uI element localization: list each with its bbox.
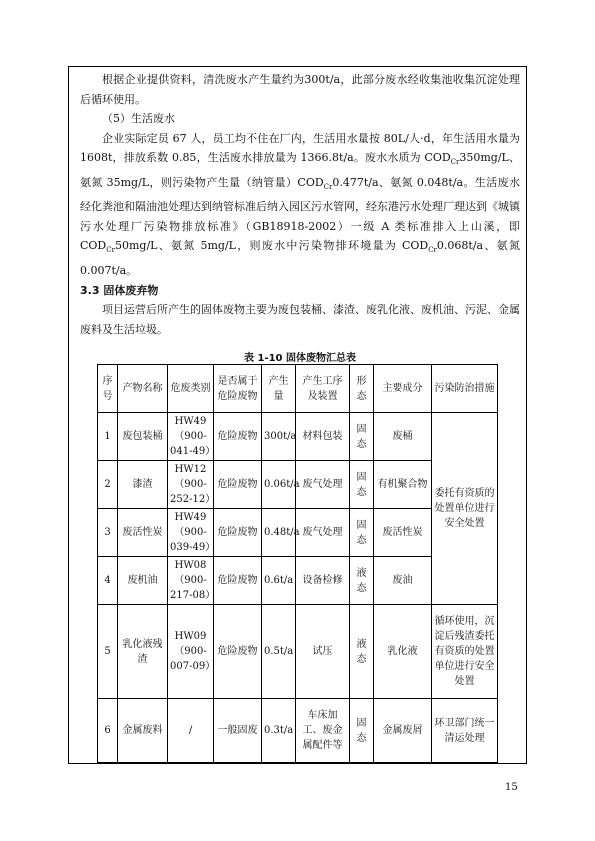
table-cell: 0.6t/a [262, 557, 296, 605]
table-cell: 危险废物 [214, 413, 262, 461]
table-cell: 废油 [374, 557, 432, 605]
table-cell: HW49（900-041-49） [168, 413, 214, 461]
table-cell: 1 [98, 413, 118, 461]
table-cell: 废活性炭 [374, 509, 432, 557]
header-cell: 序号 [98, 365, 118, 413]
table-cell: 乳化液 [374, 605, 432, 699]
table-cell: 一般固废 [214, 699, 262, 763]
header-cell: 污染防治措施 [432, 365, 498, 413]
table-cell: 危险废物 [214, 461, 262, 509]
header-cell: 产生工序及装置 [296, 365, 350, 413]
table-cell: 废气处理 [296, 509, 350, 557]
table-cell: HW08（900-217-08） [168, 557, 214, 605]
table-cell: 车床加工、废金属配件等 [296, 699, 350, 763]
table-cell: 危险废物 [214, 509, 262, 557]
table-cell: 乳化液残渣 [118, 605, 168, 699]
table-caption: 表 1-10 固体废物汇总表 [244, 353, 356, 364]
table-row [98, 699, 498, 763]
table-cell: 危险废物 [214, 605, 262, 699]
section-heading-solid-waste: 3.3 固体废弃物 [80, 283, 159, 297]
table-cell: 漆渣 [118, 461, 168, 509]
header-cell: 是否属于危险废物 [214, 365, 262, 413]
table-cell: 材料包装 [296, 413, 350, 461]
table-cell: 6 [98, 699, 118, 763]
header-cell: 危废类别 [168, 365, 214, 413]
table-cell: 废桶 [374, 413, 432, 461]
table-cell: 3 [98, 509, 118, 557]
table-cell: 金属废屑 [374, 699, 432, 763]
table-cell: 试压 [296, 605, 350, 699]
table-cell: 0.48t/a [262, 509, 296, 557]
table-cell: 有机聚合物 [374, 461, 432, 509]
table-cell: 固态 [350, 509, 374, 557]
table-cell: 固态 [350, 699, 374, 763]
body-text [80, 70, 520, 339]
table-cell: 5 [98, 605, 118, 699]
table-cell: 废包装桶 [118, 413, 168, 461]
solid-waste-table [97, 364, 498, 763]
table-cell: HW09（900-007-09） [168, 605, 214, 699]
table-cell: 设备检修 [296, 557, 350, 605]
table-cell: 危险废物 [214, 557, 262, 605]
subheading-domestic-wastewater: （5）生活废水 [102, 112, 175, 125]
header-cell: 产物名称 [118, 365, 168, 413]
table-cell: HW49（900-039-49） [168, 509, 214, 557]
table-cell: 0.06t/a [262, 461, 296, 509]
header-cell: 主要成分 [374, 365, 432, 413]
paragraph-cleaning-water: 根据企业提供资料，清洗废水产生量约为300t/a，此部分废水经收集池收集沉淀处理后循环使用。 [80, 73, 520, 106]
table-cell: 金属废料 [118, 699, 168, 763]
table-cell: 液态 [350, 557, 374, 605]
table-cell: 0.5t/a [262, 605, 296, 699]
table-cell: 液态 [350, 605, 374, 699]
table-cell: HW12（900-252-12） [168, 461, 214, 509]
table-row [98, 413, 498, 461]
table-cell: 废气处理 [296, 461, 350, 509]
table-cell: 固态 [350, 413, 374, 461]
merged-measure-cell: 委托有资质的处置单位进行安全处置 [432, 413, 498, 605]
table-cell: 固态 [350, 461, 374, 509]
paragraph-domestic-wastewater: 企业实际定员 67 人，员工均不住在厂内，生活用水量按 80L/人·d，年生活用水量为 1608t，排放系数 0.85，生活废水排放量为 1366.8t/a。废水水质为 $COD_{Cr}350mg/L$、氨氮 35mg/L，则污染物产生量（纳管量）$COD_{Cr}0.477t/a$、氨氮 0.048t/a。生活废水经化粪池和隔油池处理达到纳管标准后纳入园区污水管网，经东港污水处理厂理达到《城镇污水处理厂污染物排放标准》（GB18918-2002）一级 A 类标准排入上山溪，即 $COD_{Cr}50mg/L$、氨氮 5mg/L，则废水中污染物排环境量为 $COD_{Cr}0.068t/a$、氨氮 0.007t/a。 [80, 131, 521, 278]
table-cell: 循环使用，沉淀后残渣委托有资质的处置单位进行安全处置 [432, 605, 498, 699]
table-cell: 废活性炭 [118, 509, 168, 557]
table-cell: 废机油 [118, 557, 168, 605]
table-cell: 2 [98, 461, 118, 509]
header-cell: 形态 [350, 365, 374, 413]
table-cell: 0.3t/a [262, 699, 296, 763]
header-cell: 产生量 [262, 365, 296, 413]
table-cell: 300t/a [262, 413, 296, 461]
page-number: 15 [505, 782, 518, 793]
table-cell: 4 [98, 557, 118, 605]
table-cell: / [168, 699, 214, 763]
table-header-row [98, 365, 498, 413]
table-row [98, 605, 498, 699]
table-cell: 环卫部门统一清运处理 [432, 699, 498, 763]
paragraph-solid-waste: 项目运营后所产生的固体废物主要为废包装桶、漆渣、废乳化液、废机油、污泥、金属废料及生活垃圾。 [80, 303, 520, 336]
